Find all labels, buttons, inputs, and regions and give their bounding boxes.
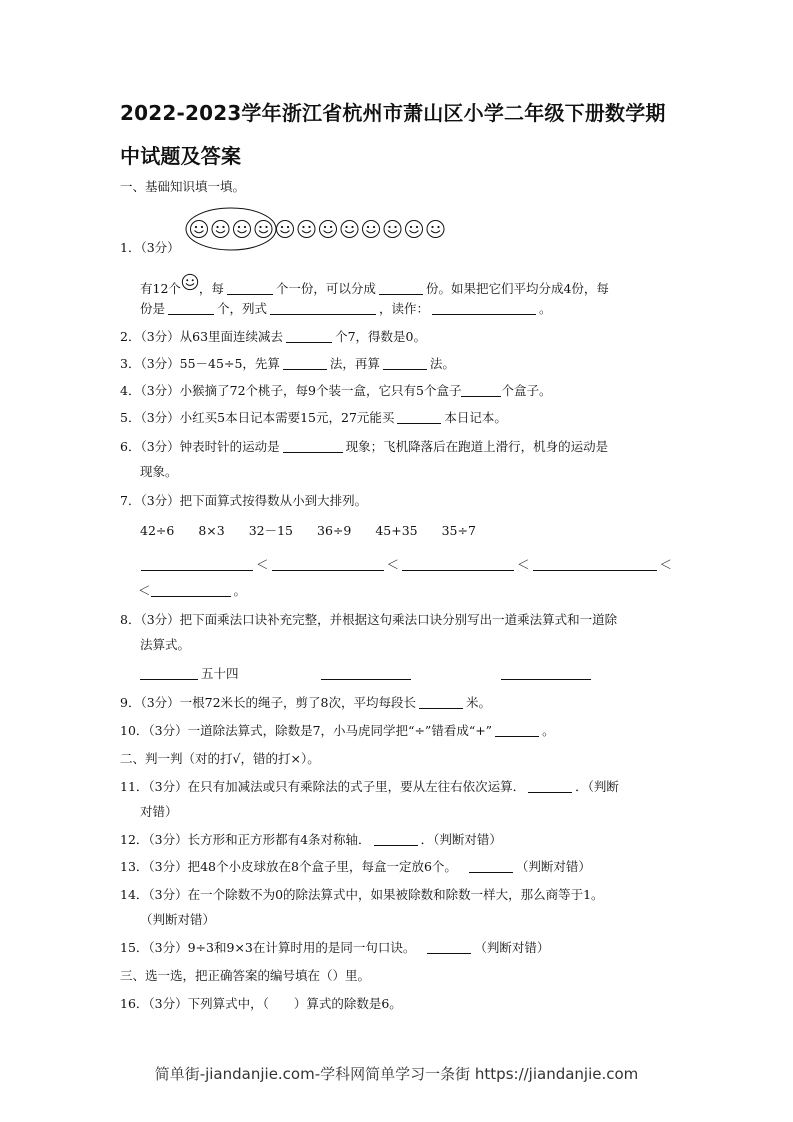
expression: 8×3 xyxy=(198,523,225,538)
question-1-line-1: 有12个 ，每 个一份，可以分成 份。如果把它们平均分成4份，每 xyxy=(140,273,609,297)
answer-blank[interactable] xyxy=(533,558,657,571)
question-8: 8．（3分）把下面乘法口诀补充完整，并根据这句乘法口诀分别写出一道乘法算式和一道除 xyxy=(120,612,618,627)
smiley-face-icon xyxy=(212,221,229,238)
question-12: 12．（3分）长方形和正方形都有4条对称轴． ．（判断对错） xyxy=(120,832,502,847)
question-15: 15．（3分）9÷3和9×3在计算时用的是同一句口诀。 （判断对错） xyxy=(120,940,550,955)
answer-blank[interactable] xyxy=(383,357,427,370)
answer-blank[interactable] xyxy=(397,411,441,424)
question-13: 13．（3分）把48个小皮球放在8个盒子里，每盒一定放6个。 （判断对错） xyxy=(120,859,591,874)
question-5: 5．（3分）小红买5本日记本需要15元，27元能买 本日记本。 xyxy=(120,410,507,425)
expression: 32－15 xyxy=(248,523,294,538)
question-7: 7．（3分）把下面算式按得数从小到大排列。 xyxy=(120,493,368,508)
answer-blank[interactable] xyxy=(272,558,384,571)
answer-blank[interactable] xyxy=(283,440,343,453)
section-3-heading: 三、选一选，把正确答案的编号填在（）里。 xyxy=(120,968,371,983)
question-6: 6．（3分）钟表时针的运动是 现象；飞机降落后在跑道上滑行，机身的运动是 xyxy=(120,439,609,454)
question-8-cont: 法算式。 xyxy=(140,637,191,652)
section-1-heading: 一、基础知识填一填。 xyxy=(120,179,246,194)
title-line-2: 中试题及答案 xyxy=(120,144,242,168)
smiley-face-icon xyxy=(277,221,294,238)
section-2-heading: 二、判一判（对的打√，错的打×）。 xyxy=(120,751,320,766)
question-6-cont: 现象。 xyxy=(140,464,178,479)
answer-blank[interactable] xyxy=(432,302,536,315)
answer-blank[interactable] xyxy=(227,282,273,295)
expression: 35÷7 xyxy=(441,523,476,538)
page-footer: 简单街-jiandanjie.com-学科网简单学习一条街 https://jiandanjie.com xyxy=(154,1065,639,1083)
answer-blank[interactable] xyxy=(374,833,418,846)
answer-blank[interactable] xyxy=(151,584,231,597)
answer-blank[interactable] xyxy=(168,302,214,315)
answer-blank[interactable] xyxy=(379,282,423,295)
smiley-faces-illustration xyxy=(184,207,454,251)
answer-blank[interactable] xyxy=(270,302,376,315)
answer-blank[interactable] xyxy=(402,558,514,571)
question-14-cont: （判断对错） xyxy=(140,912,216,927)
question-10: 10．（3分）一道除法算式，除数是7，小马虎同学把“÷”错看成“+” 。 xyxy=(120,723,555,738)
answer-blank[interactable] xyxy=(469,860,513,873)
question-11: 11．（3分）在只有加减法或只有乘除法的式子里，要从左往右依次运算． ．（判断 xyxy=(120,779,619,794)
smiley-face-icon xyxy=(234,221,251,238)
smiley-face-icon xyxy=(406,221,423,238)
question-16: 16．（3分）下列算式中，（ ）算式的除数是6。 xyxy=(120,996,402,1011)
smiley-face-icon xyxy=(320,221,337,238)
smiley-face-icon xyxy=(191,221,208,238)
smiley-face-icon xyxy=(427,221,444,238)
question-9: 9．（3分）一根72米长的绳子，剪了8次，平均每段长 米。 xyxy=(120,695,492,710)
question-2: 2．（3分）从63里面连续减去 个7，得数是0。 xyxy=(120,329,426,344)
question-11-cont: 对错） xyxy=(140,804,178,819)
expression: 42÷6 xyxy=(140,523,175,538)
smiley-face-icon xyxy=(181,273,199,291)
answer-blank[interactable] xyxy=(427,941,471,954)
question-7-expressions xyxy=(140,523,496,539)
smiley-face-icon xyxy=(384,221,401,238)
answer-blank[interactable] xyxy=(528,780,572,793)
question-7-order-line-1: ＜ ＜ ＜ ＜ xyxy=(138,557,672,573)
question-8-answer-row: 五十四 xyxy=(140,666,594,682)
question-14: 14．（3分）在一个除数不为0的除法算式中，如果被除数和除数一样大，那么商等于1。 xyxy=(120,887,604,902)
expression: 36÷9 xyxy=(317,523,352,538)
question-1-line-2: 份是 个，列式 ，读作： 。 xyxy=(140,301,552,316)
answer-blank[interactable] xyxy=(140,667,198,680)
smiley-face-icon xyxy=(298,221,315,238)
expression: 45+35 xyxy=(375,523,418,538)
smiley-face-icon xyxy=(363,221,380,238)
answer-blank[interactable] xyxy=(419,696,463,709)
division-blank[interactable] xyxy=(501,667,591,680)
answer-blank[interactable] xyxy=(286,330,332,343)
question-4: 4．（3分）小猴摘了72个桃子，每9个装一盒，它只有5个盒子 个盒子。 xyxy=(120,383,552,398)
answer-blank[interactable] xyxy=(141,558,253,571)
answer-blank[interactable] xyxy=(495,724,539,737)
smiley-face-icon xyxy=(341,221,358,238)
question-1-number: 1．（3分） xyxy=(120,240,180,255)
answer-blank[interactable] xyxy=(283,357,327,370)
smiley-face-icon xyxy=(255,221,272,238)
question-3: 3．（3分）55－45÷5，先算 法，再算 法。 xyxy=(120,356,455,371)
question-7-order-line-2: ＜ 。 xyxy=(138,583,247,598)
title-line-1: 2022-2023学年浙江省杭州市萧山区小学二年级下册数学期 xyxy=(120,101,666,125)
document-title xyxy=(120,92,680,178)
multiplication-blank[interactable] xyxy=(321,667,411,680)
answer-blank[interactable] xyxy=(461,384,501,397)
